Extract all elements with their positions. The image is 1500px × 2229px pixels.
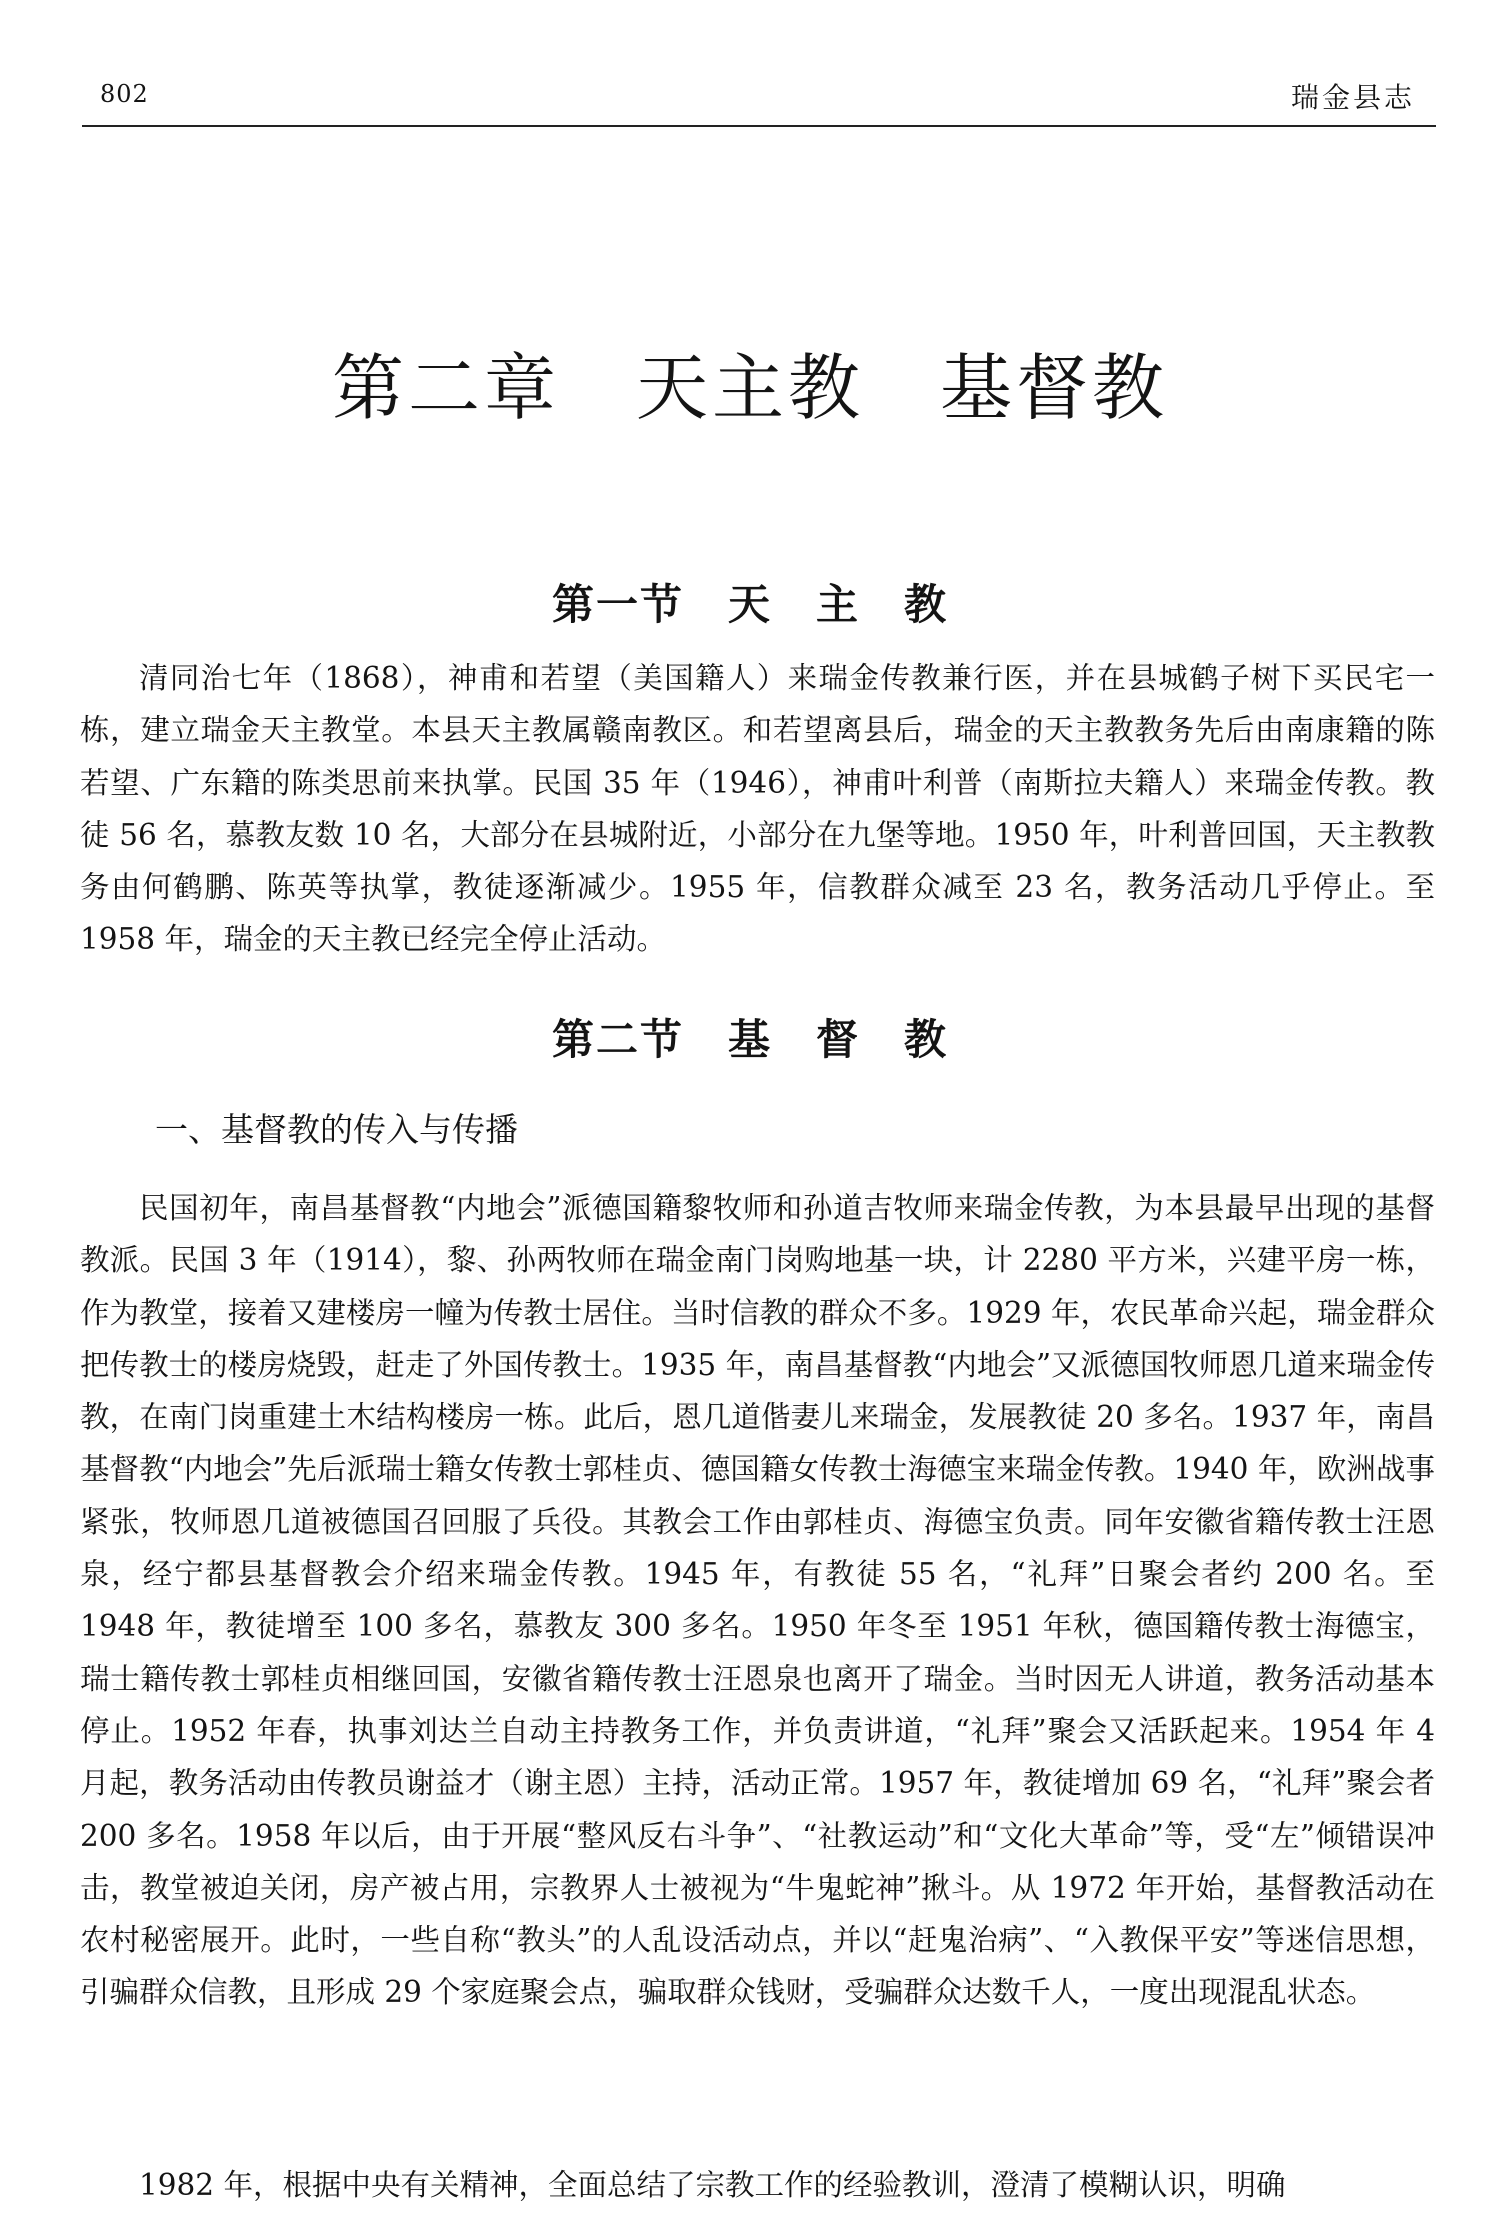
running-title: 瑞金县志 [1290,81,1415,114]
page-header [0,0,1500,132]
section-paragraph-christianity-1982: 1982 年，根据中央有关精神，全面总结了宗教工作的经验教训，澄清了模糊认识，明确 [139,2168,1286,2202]
section-paragraph-catholicism: 清同治七年（1868），神甫和若望（美国籍人）来瑞金传教兼行医，并在县城鹤子树下买民宅一栋，建立瑞金天主教堂。本县天主教属赣南教区。和若望离县后，瑞金的天主教教务先后由南康籍的陈若望、广东籍的陈类思前来执掌。民国 35 年（1946），神甫叶利普（南斯拉夫籍人）来瑞金传教。教徒 56 名，慕教友数 10 名，大部分在县城附近，小部分在九堡等地。1950 年，叶利普回国，天主教教务由何鹤鹏、陈英等执掌，教徒逐渐减少。1955 年，信教群众减至 23 名，教务活动几乎停止。至 1958 年，瑞金的天主教已经完全停止活动。 [80,661,1435,957]
chapter-title: 第二章 天主教 基督教 [331,346,1168,430]
section-title-catholicism: 第一节 天 主 教 [551,580,948,629]
header-rule [82,125,1436,127]
section-paragraph-christianity-history: 民国初年，南昌基督教“内地会”派德国籍黎牧师和孙道吉牧师来瑞金传教，为本县最早出现的基督教派。民国 3 年（1914），黎、孙两牧师在瑞金南门岗购地基一块，计 2280 平方米，兴建平房一栋，作为教堂，接着又建楼房一幢为传教士居住。当时信教的群众不多。1929 年，农民革命兴起，瑞金群众把传教士的楼房烧毁，赶走了外国传教士。1935 年，南昌基督教“内地会”又派德国牧师恩几道来瑞金传教，在南门岗重建土木结构楼房一栋。此后，恩几道偕妻儿来瑞金，发展教徒 20 多名。1937 年，南昌基督教“内地会”先后派瑞士籍女传教士郭桂贞、德国籍女传教士海德宝来瑞金传教。1940 年，欧洲战事紧张，牧师恩几道被德国召回服了兵役。其教会工作由郭桂贞、海德宝负责。同年安徽省籍传教士汪恩泉，经宁都县基督教会介绍来瑞金传教。1945 年，有教徒 55 名，“礼拜”日聚会者约 200 名。至 1948 年，教徒增至 100 多名，慕教友 300 多名。1950 年冬至 1951 年秋，德国籍传教士海德宝，瑞士籍传教士郭桂贞相继回国，安徽省籍传教士汪恩泉也离开了瑞金。当时因无人讲道，教务活动基本停止。1952 年春，执事刘达兰自动主持教务工作，并负责讲道，“礼拜”聚会又活跃起来。1954 年 4 月起，教务活动由传教员谢益才（谢主恩）主持，活动正常。1957 年，教徒增加 69 名，“礼拜”聚会者 200 多名。1958 年以后，由于开展“整风反右斗争”、“社教运动”和“文化大革命”等，受“左”倾错误冲击，教堂被迫关闭，房产被占用，宗教界人士被视为“牛鬼蛇神”揪斗。从 1972 年开始，基督教活动在农村秘密展开。此时，一些自称“教头”的人乱设活动点，并以“赶鬼治病”、“入教保平安”等迷信思想，引骗群众信教，且形成 29 个家庭聚会点，骗取群众钱财，受骗群众达数千人，一度出现混乱状态。 [80,1191,1435,2010]
page-number: 802 [100,80,149,108]
section-title-christianity: 第二节 基 督 教 [551,1015,948,1064]
subsection-title: 一、基督教的传入与传播 [155,1110,518,1149]
